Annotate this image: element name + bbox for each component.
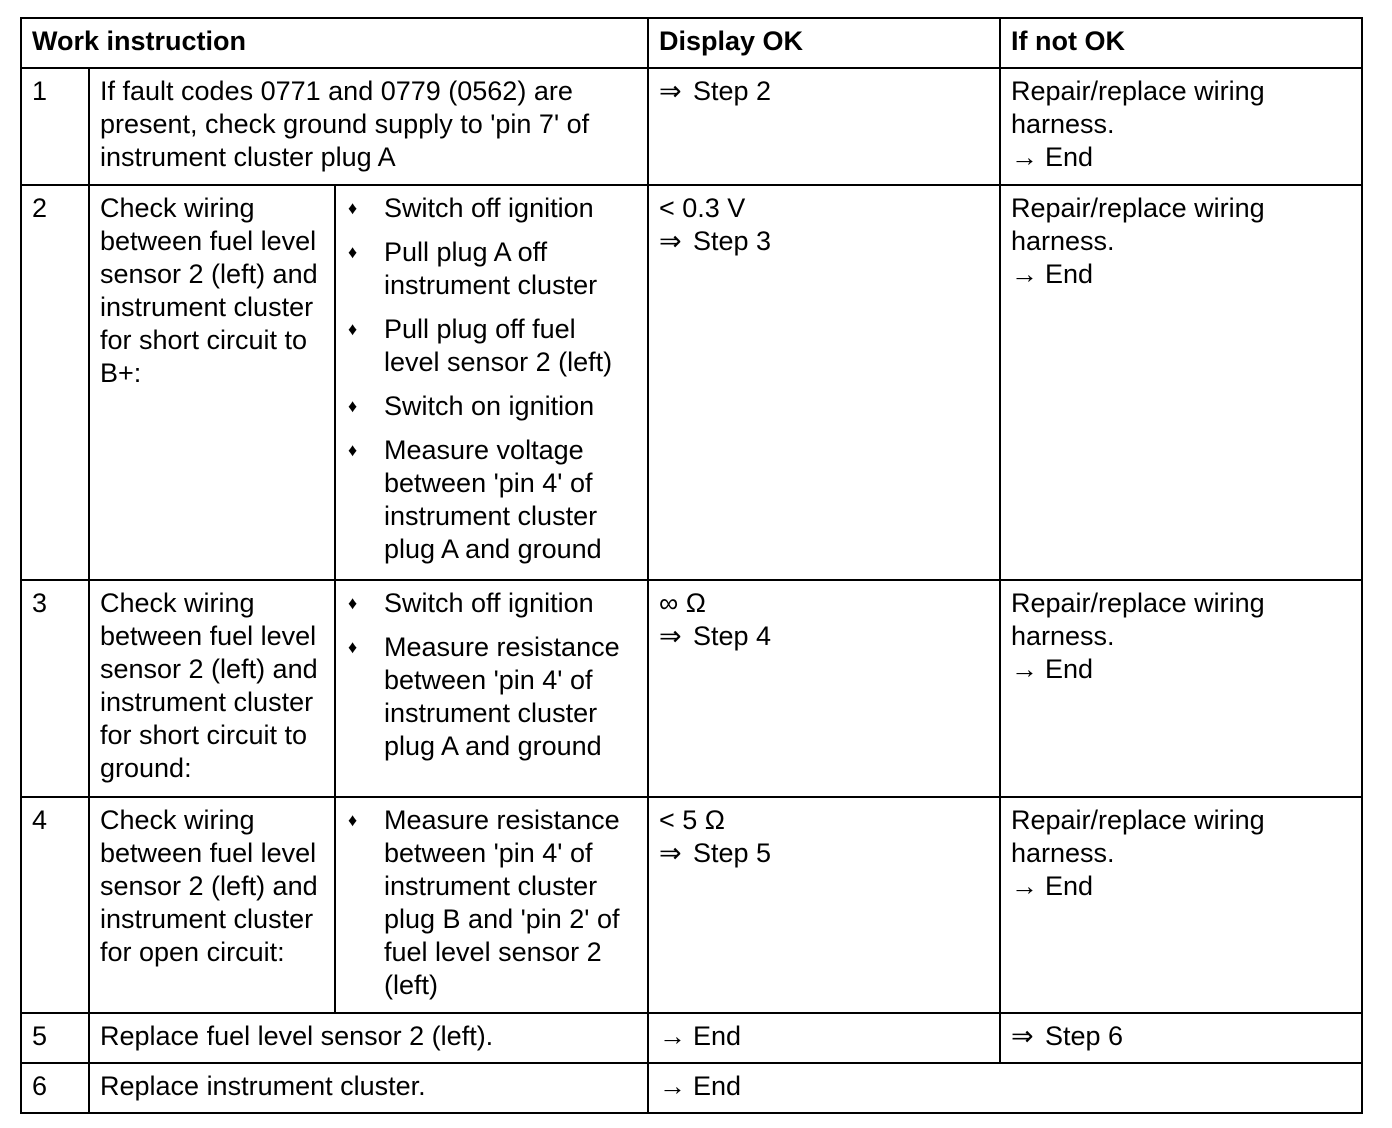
not-ok-action: Repair/replace wiring harness. xyxy=(1011,193,1265,256)
substep: ♦ Switch on ignition xyxy=(348,391,595,421)
display-ok-cell xyxy=(648,185,1000,580)
table-row xyxy=(21,185,1362,580)
ok-value: < 5 Ω xyxy=(659,805,725,835)
substep: ♦ Switch off ignition xyxy=(348,588,594,618)
substep: ♦ Switch off ignition xyxy=(348,193,594,223)
if-not-ok-cell xyxy=(1000,797,1362,1013)
table-row xyxy=(21,580,1362,797)
not-ok-next-step: End xyxy=(1045,259,1094,289)
header-work-instruction: Work instruction xyxy=(21,18,648,68)
step-instruction: Replace instrument cluster. xyxy=(89,1063,648,1113)
arrow-icon: → xyxy=(1011,142,1038,172)
bullet-icon: ♦ xyxy=(348,637,358,657)
step-instruction: Check wiring between fuel level sensor 2 (left) and instrument cluster for open circuit: xyxy=(89,797,335,1013)
arrow-icon: → xyxy=(659,1021,686,1051)
header-display-ok: Display OK xyxy=(648,18,1000,68)
not-ok-next-step: End xyxy=(1045,871,1094,901)
if-not-ok-cell xyxy=(1000,185,1362,580)
arrow-icon: → xyxy=(659,1071,686,1101)
step-substeps xyxy=(335,580,648,797)
arrow-icon: → xyxy=(1011,654,1038,684)
display-ok-cell xyxy=(648,68,1000,185)
substep: ♦ Pull plug off fuel level sensor 2 (left) xyxy=(348,314,613,377)
not-ok-next-step: End xyxy=(1045,142,1094,172)
header-row xyxy=(21,18,1362,68)
step-number: 5 xyxy=(21,1013,89,1063)
double-arrow-icon: ⇒ xyxy=(659,621,682,651)
display-ok-cell xyxy=(648,1013,1000,1063)
step-number: 6 xyxy=(21,1063,89,1113)
step-substeps xyxy=(335,797,648,1013)
double-arrow-icon: ⇒ xyxy=(659,838,682,868)
step-number: 3 xyxy=(21,580,89,797)
bullet-icon: ♦ xyxy=(348,440,358,460)
not-ok-action: Repair/replace wiring harness. xyxy=(1011,588,1265,651)
step-instruction: Check wiring between fuel level sensor 2 (left) and instrument cluster for short circuit to B+: xyxy=(89,185,335,580)
ok-next-step: Step 5 xyxy=(693,838,772,868)
step-number: 4 xyxy=(21,797,89,1013)
ok-next-step: Step 3 xyxy=(693,226,772,256)
table-row xyxy=(21,68,1362,185)
not-ok-next-step: Step 6 xyxy=(1045,1021,1124,1051)
step-instruction: Check wiring between fuel level sensor 2 (left) and instrument cluster for short circuit to ground: xyxy=(89,580,335,797)
substep: ♦ Measure resistance between 'pin 4' of instrument cluster plug A and ground xyxy=(348,632,620,761)
ok-next-step: Step 2 xyxy=(693,76,772,106)
arrow-icon: → xyxy=(1011,259,1038,289)
step-number: 2 xyxy=(21,185,89,580)
display-ok-cell xyxy=(648,797,1000,1013)
not-ok-next-step: End xyxy=(1045,654,1094,684)
step-instruction: If fault codes 0771 and 0779 (0562) are present, check ground supply to 'pin 7' of instrument cluster plug A xyxy=(89,68,648,185)
ok-value: < 0.3 V xyxy=(659,193,746,223)
table-row xyxy=(21,797,1362,1013)
work-instruction-table xyxy=(20,17,1363,1114)
step-number: 1 xyxy=(21,68,89,185)
ok-value: ∞ Ω xyxy=(659,588,706,618)
step-instruction: Replace fuel level sensor 2 (left). xyxy=(89,1013,648,1063)
substep: ♦ Measure resistance between 'pin 4' of instrument cluster plug B and 'pin 2' of fuel level sensor 2 (left) xyxy=(348,805,620,1000)
table-row xyxy=(21,1013,1362,1063)
bullet-icon: ♦ xyxy=(348,593,358,613)
double-arrow-icon: ⇒ xyxy=(1011,1021,1034,1051)
display-ok-cell xyxy=(648,580,1000,797)
if-not-ok-cell xyxy=(1000,1013,1362,1063)
double-arrow-icon: ⇒ xyxy=(659,76,682,106)
bullet-icon: ♦ xyxy=(348,242,358,262)
display-ok-cell xyxy=(648,1063,1362,1113)
arrow-icon: → xyxy=(1011,871,1038,901)
double-arrow-icon: ⇒ xyxy=(659,226,682,256)
ok-next-step: End xyxy=(693,1021,742,1051)
header-if-not-ok: If not OK xyxy=(1000,18,1362,68)
bullet-icon: ♦ xyxy=(348,810,358,830)
ok-next-step: Step 4 xyxy=(693,621,772,651)
not-ok-action: Repair/replace wiring harness. xyxy=(1011,76,1265,139)
if-not-ok-cell xyxy=(1000,68,1362,185)
ok-next-step: End xyxy=(693,1071,742,1101)
substep: ♦ Measure voltage between 'pin 4' of instrument cluster plug A and ground xyxy=(348,435,602,564)
if-not-ok-cell xyxy=(1000,580,1362,797)
step-substeps xyxy=(335,185,648,580)
not-ok-action: Repair/replace wiring harness. xyxy=(1011,805,1265,868)
bullet-icon: ♦ xyxy=(348,319,358,339)
bullet-icon: ♦ xyxy=(348,396,358,416)
substep: ♦ Pull plug A off instrument cluster xyxy=(348,237,598,300)
table-row xyxy=(21,1063,1362,1113)
bullet-icon: ♦ xyxy=(348,198,358,218)
